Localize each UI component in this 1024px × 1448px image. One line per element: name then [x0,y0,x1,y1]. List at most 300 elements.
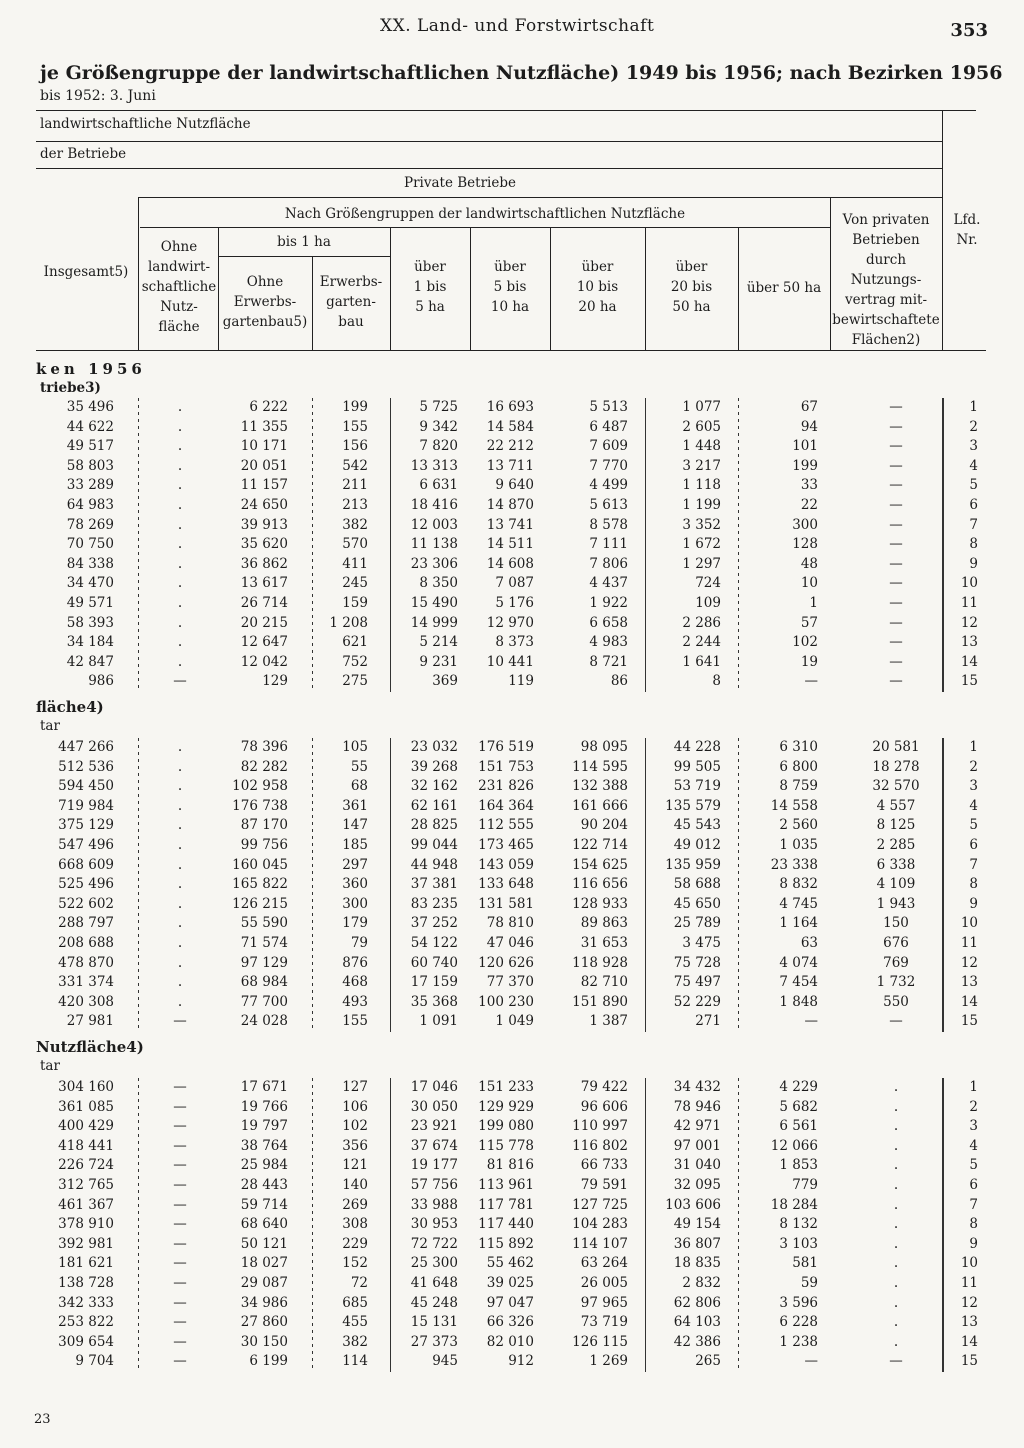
cell-ohne-erwerbsgartenbau: 28 443 [240,1177,288,1193]
cell-ohne-erwerbsgartenbau: 30 150 [240,1333,288,1350]
cell-nutzungsvertrag: — [889,653,903,670]
cell-ueber-20-50-ha: 103 606 [665,1196,721,1213]
cell-lfd-nr: 13 [960,1314,978,1331]
cell-lfd-nr: 14 [960,653,978,670]
cell-nutzungsvertrag: — [889,1013,903,1030]
cell-lfd-nr: 3 [969,1118,978,1135]
cell-erwerbsgartenbau: 68 [350,778,368,795]
cell-ueber-1-5-ha: 17 046 [410,1079,458,1095]
cell-ohne-lnf: — [173,1353,187,1370]
cell-ueber-10-20-ha: 4 499 [589,477,628,494]
cell-ueber-50-ha: 1 853 [779,1157,818,1174]
header-lnf: landwirtschaftliche Nutzfläche [40,116,251,132]
cell-ueber-10-20-ha: 98 095 [580,739,628,755]
cell-lfd-nr: 13 [960,634,978,651]
cell-ohne-lnf: . [177,954,183,971]
cell-ohne-lnf: — [173,1177,187,1193]
cell-ohne-lnf: . [177,876,183,893]
cell-nutzungsvertrag: . [893,1255,899,1272]
cell-ohne-lnf: . [177,895,183,912]
cell-ueber-5-10-ha: 199 080 [478,1118,534,1135]
cell-ueber-5-10-ha: 112 555 [478,817,534,834]
cell-nutzungsvertrag: — [889,1353,903,1370]
cell-insgesamt: 392 981 [58,1235,114,1252]
cell-insgesamt: 378 910 [58,1216,114,1233]
table-row [0,1274,1024,1294]
table-row [0,1176,1024,1196]
cell-ueber-5-10-ha: 120 626 [478,954,534,971]
cell-erwerbsgartenbau: 570 [342,536,368,553]
cell-insgesamt: 668 609 [58,856,114,873]
cell-ueber-50-ha: 779 [792,1177,818,1193]
cell-lfd-nr: 10 [960,1255,978,1272]
cell-nutzungsvertrag: . [893,1294,899,1311]
header-erwerbsgartenbau: Erwerbs- garten- bau [319,274,383,330]
cell-nutzungsvertrag: — [889,575,903,592]
cell-insgesamt: 181 621 [58,1255,114,1272]
table-row [0,738,1024,758]
cell-insgesamt: 34 184 [66,634,114,651]
cell-nutzungsvertrag: 550 [883,993,909,1010]
cell-nutzungsvertrag: 4 109 [876,876,916,893]
section-title: Nutzfläche4) [36,1038,144,1056]
cell-ueber-50-ha: 8 759 [779,778,818,795]
cell-nutzungsvertrag: 150 [883,915,909,932]
cell-insgesamt: 420 308 [58,993,114,1010]
cell-insgesamt: 84 338 [66,555,114,572]
cell-ueber-10-20-ha: 161 666 [572,797,628,814]
table-row [0,1235,1024,1255]
table-row [0,476,1024,496]
cell-nutzungsvertrag: 18 278 [872,758,920,775]
cell-ohne-lnf: — [173,1333,187,1350]
cell-nutzungsvertrag: . [893,1275,899,1291]
cell-ohne-erwerbsgartenbau: 35 620 [240,536,288,553]
cell-ueber-50-ha: 4 229 [779,1079,818,1095]
cell-ohne-lnf: — [173,1294,187,1311]
cell-ueber-1-5-ha: 12 003 [410,516,458,533]
table-row [0,797,1024,817]
cell-nutzungsvertrag: — [889,418,903,435]
header-ohne-erwerbsgartenbau: Ohne Erwerbs- gartenbau5) [222,274,308,330]
cell-ueber-50-ha: 67 [800,399,818,415]
table-row [0,1215,1024,1235]
table-row [0,895,1024,915]
cell-erwerbsgartenbau: 542 [342,457,368,474]
cell-ueber-10-20-ha: 104 283 [572,1216,628,1233]
cell-ohne-lnf: — [173,1216,187,1233]
cell-ueber-1-5-ha: 11 138 [410,536,458,553]
cell-ohne-erwerbsgartenbau: 97 129 [240,954,288,971]
cell-ueber-50-ha: 6 561 [779,1118,818,1135]
cell-ueber-1-5-ha: 60 740 [410,954,458,971]
cell-ueber-50-ha: 2 560 [779,817,818,834]
cell-nutzungsvertrag: — [889,497,903,513]
cell-erwerbsgartenbau: 199 [342,399,368,415]
cell-erwerbsgartenbau: 269 [342,1196,368,1213]
cell-lfd-nr: 10 [960,575,978,592]
table-row [0,457,1024,477]
cell-ueber-1-5-ha: 54 122 [410,935,458,951]
cell-ohne-erwerbsgartenbau: 18 027 [240,1255,288,1272]
cell-lfd-nr: 8 [969,876,978,893]
cell-erwerbsgartenbau: 121 [342,1157,368,1174]
cell-ueber-50-ha: 23 338 [770,856,818,873]
cell-erwerbsgartenbau: 361 [342,797,368,814]
page-footer-number: 23 [34,1412,51,1427]
cell-ohne-lnf: . [177,758,183,775]
cell-lfd-nr: 3 [969,438,978,455]
cell-ohne-erwerbsgartenbau: 68 984 [240,974,288,991]
cell-erwerbsgartenbau: 152 [342,1255,368,1272]
cell-ueber-1-5-ha: 28 825 [410,817,458,834]
cell-ueber-50-ha: 6 800 [779,758,818,775]
cell-ueber-50-ha: 14 558 [770,797,818,814]
cell-ohne-erwerbsgartenbau: 11 355 [240,418,288,435]
cell-insgesamt: 375 129 [58,817,114,834]
cell-ueber-20-50-ha: 99 505 [673,758,721,775]
cell-ueber-5-10-ha: 66 326 [486,1314,534,1331]
table-row [0,535,1024,555]
cell-lfd-nr: 2 [969,418,978,435]
cell-nutzungsvertrag: — [889,634,903,651]
table-row [0,1313,1024,1333]
table-row [0,1098,1024,1118]
cell-ueber-50-ha: 4 074 [779,954,818,971]
cell-ohne-lnf: — [173,1196,187,1213]
cell-ueber-20-50-ha: 34 432 [673,1079,721,1095]
cell-ueber-50-ha: 59 [800,1275,818,1291]
cell-ohne-erwerbsgartenbau: 39 913 [240,516,288,533]
cell-lfd-nr: 15 [960,1013,978,1030]
cell-lfd-nr: 12 [960,1294,978,1311]
cell-ueber-20-50-ha: 1 672 [682,536,721,553]
cell-ueber-50-ha: 101 [792,438,818,455]
cell-ueber-1-5-ha: 19 177 [410,1157,458,1174]
cell-ueber-10-20-ha: 110 997 [572,1118,628,1135]
cell-ueber-10-20-ha: 1 269 [589,1353,628,1370]
table-row [0,496,1024,516]
header-von-privaten: Von privaten Betrieben durch Nutzungs- vertrag mit- bewirtschaftete Flächen2) [832,212,940,348]
cell-ueber-10-20-ha: 114 107 [572,1235,628,1252]
cell-ueber-1-5-ha: 37 674 [410,1137,458,1154]
cell-lfd-nr: 2 [969,1098,978,1115]
cell-erwerbsgartenbau: 211 [342,477,368,494]
table-row [0,973,1024,993]
cell-insgesamt: 547 496 [58,837,114,853]
cell-ohne-erwerbsgartenbau: 99 756 [240,837,288,853]
cell-insgesamt: 418 441 [58,1137,114,1154]
cell-ueber-20-50-ha: 18 835 [673,1255,721,1272]
cell-ueber-10-20-ha: 26 005 [580,1275,628,1291]
cell-ohne-erwerbsgartenbau: 176 738 [232,797,288,814]
cell-insgesamt: 312 765 [58,1177,114,1193]
cell-erwerbsgartenbau: 493 [342,993,368,1010]
cell-lfd-nr: 12 [960,954,978,971]
cell-ohne-erwerbsgartenbau: 19 766 [240,1098,288,1115]
cell-ueber-5-10-ha: 151 753 [478,758,534,775]
cell-ueber-50-ha: 18 284 [770,1196,818,1213]
cell-ueber-1-5-ha: 39 268 [410,758,458,775]
cell-insgesamt: 288 797 [58,915,114,932]
cell-ueber-10-20-ha: 90 204 [580,817,628,834]
cell-ueber-5-10-ha: 13 741 [486,516,534,533]
cell-ohne-lnf: — [173,1255,187,1272]
cell-ueber-20-50-ha: 52 229 [673,993,721,1010]
cell-ohne-erwerbsgartenbau: 160 045 [232,856,288,873]
cell-ueber-10-20-ha: 126 115 [572,1333,628,1350]
section-title: ken 1956 [36,360,146,378]
cell-ueber-5-10-ha: 10 441 [486,653,534,670]
cell-lfd-nr: 11 [960,1275,978,1291]
cell-ueber-20-50-ha: 45 650 [673,895,721,912]
cell-ohne-lnf: . [177,614,183,631]
cell-ueber-10-20-ha: 97 965 [580,1294,628,1311]
cell-insgesamt: 44 622 [66,418,114,435]
cell-ueber-50-ha: 6 228 [779,1314,818,1331]
cell-ohne-erwerbsgartenbau: 10 171 [240,438,288,455]
cell-ohne-erwerbsgartenbau: 129 [262,673,288,690]
cell-ueber-10-20-ha: 4 437 [589,575,628,592]
cell-ohne-erwerbsgartenbau: 17 671 [240,1079,288,1095]
cell-ohne-lnf: . [177,418,183,435]
table-header [0,0,1024,352]
cell-ueber-5-10-ha: 39 025 [486,1275,534,1291]
cell-ueber-50-ha: 6 310 [779,739,818,755]
cell-lfd-nr: 7 [969,516,978,533]
cell-ohne-erwerbsgartenbau: 11 157 [240,477,288,494]
cell-ueber-20-50-ha: 42 386 [673,1333,721,1350]
cell-ueber-20-50-ha: 3 475 [682,935,721,951]
cell-nutzungsvertrag: . [893,1333,899,1350]
cell-ohne-lnf: . [177,536,183,553]
cell-nutzungsvertrag: — [889,516,903,533]
cell-ueber-20-50-ha: 271 [695,1013,721,1030]
cell-ohne-erwerbsgartenbau: 36 862 [240,555,288,572]
cell-ueber-5-10-ha: 14 511 [486,536,534,553]
cell-ueber-20-50-ha: 32 095 [673,1177,721,1193]
cell-erwerbsgartenbau: 275 [342,673,368,690]
cell-erwerbsgartenbau: 752 [342,653,368,670]
cell-ueber-20-50-ha: 45 543 [673,817,721,834]
cell-insgesamt: 594 450 [58,778,114,795]
table-row [0,777,1024,797]
cell-ueber-10-20-ha: 151 890 [572,993,628,1010]
table-row [0,594,1024,614]
cell-ueber-1-5-ha: 23 306 [410,555,458,572]
cell-ohne-erwerbsgartenbau: 12 042 [240,653,288,670]
page-title: je Größengruppe der landwirtschaftlichen Nutzfläche) 1949 bis 1956; nach Bezirken 1956 [40,62,1003,84]
cell-ueber-5-10-ha: 13 711 [486,457,534,474]
cell-ueber-5-10-ha: 115 892 [478,1235,534,1252]
cell-ueber-20-50-ha: 31 040 [673,1157,721,1174]
cell-ueber-5-10-ha: 117 781 [478,1196,534,1213]
cell-nutzungsvertrag: 676 [883,935,909,951]
cell-insgesamt: 70 750 [66,536,114,553]
cell-erwerbsgartenbau: 79 [350,935,368,951]
cell-lfd-nr: 8 [969,1216,978,1233]
cell-erwerbsgartenbau: 105 [342,739,368,755]
cell-insgesamt: 64 983 [66,497,114,513]
cell-insgesamt: 42 847 [66,653,114,670]
cell-insgesamt: 27 981 [66,1013,114,1030]
cell-ohne-erwerbsgartenbau: 71 574 [240,935,288,951]
cell-ohne-lnf: — [173,1137,187,1154]
cell-ueber-20-50-ha: 1 077 [682,399,721,415]
cell-ueber-20-50-ha: 78 946 [673,1098,721,1115]
cell-ueber-20-50-ha: 75 728 [673,954,721,971]
cell-ueber-10-20-ha: 63 264 [580,1255,628,1272]
cell-ueber-1-5-ha: 72 722 [410,1235,458,1252]
cell-ueber-10-20-ha: 66 733 [580,1157,628,1174]
cell-ueber-50-ha: 1 238 [779,1333,818,1350]
cell-ueber-50-ha: — [804,673,818,690]
cell-erwerbsgartenbau: 114 [342,1353,368,1370]
cell-ueber-50-ha: 12 066 [770,1137,818,1154]
table-row [0,1254,1024,1274]
cell-ohne-erwerbsgartenbau: 165 822 [232,876,288,893]
cell-ueber-5-10-ha: 82 010 [486,1333,534,1350]
table-row [0,1196,1024,1216]
cell-ohne-lnf: . [177,477,183,494]
cell-erwerbsgartenbau: 308 [342,1216,368,1233]
cell-erwerbsgartenbau: 156 [342,438,368,455]
cell-nutzungsvertrag: 2 285 [876,837,916,853]
cell-erwerbsgartenbau: 411 [342,555,368,572]
cell-ueber-5-10-ha: 1 049 [495,1013,534,1030]
cell-ueber-10-20-ha: 1 922 [589,595,628,611]
section-subtitle: tar [40,1058,60,1074]
table-row [0,418,1024,438]
cell-insgesamt: 58 803 [66,457,114,474]
cell-erwerbsgartenbau: 179 [342,915,368,932]
cell-insgesamt: 253 822 [58,1314,114,1331]
cell-insgesamt: 35 496 [66,399,114,415]
cell-ohne-erwerbsgartenbau: 87 170 [240,817,288,834]
cell-ohne-lnf: . [177,555,183,572]
cell-erwerbsgartenbau: 72 [350,1275,368,1291]
cell-ohne-erwerbsgartenbau: 27 860 [240,1314,288,1331]
cell-ueber-50-ha: 22 [800,497,818,513]
cell-ueber-10-20-ha: 5 613 [589,497,628,513]
cell-erwerbsgartenbau: 147 [342,817,368,834]
cell-ueber-50-ha: 8 132 [779,1216,818,1233]
cell-nutzungsvertrag: . [893,1314,899,1331]
cell-ueber-50-ha: 3 103 [779,1235,818,1252]
cell-ueber-5-10-ha: 176 519 [478,739,534,755]
cell-ueber-20-50-ha: 75 497 [673,974,721,991]
cell-insgesamt: 478 870 [58,954,114,971]
cell-ueber-5-10-ha: 81 816 [486,1157,534,1174]
header-betriebe: der Betriebe [40,146,127,162]
cell-ueber-1-5-ha: 37 381 [410,876,458,893]
cell-ueber-10-20-ha: 116 656 [572,876,628,893]
cell-nutzungsvertrag: 1 732 [876,974,916,991]
cell-ueber-5-10-ha: 97 047 [486,1294,534,1311]
page-subtitle: bis 1952: 3. Juni [40,88,156,104]
cell-insgesamt: 138 728 [58,1275,114,1291]
cell-ueber-20-50-ha: 724 [695,575,721,592]
table-row [0,816,1024,836]
cell-ueber-5-10-ha: 231 826 [478,778,534,795]
cell-lfd-nr: 1 [969,1079,978,1095]
cell-ohne-lnf: . [177,915,183,932]
table-row [0,672,1024,692]
header-private: Private Betriebe [404,175,516,191]
cell-ueber-20-50-ha: 1 448 [682,438,721,455]
cell-ueber-1-5-ha: 13 313 [410,457,458,474]
table-row [0,934,1024,954]
cell-ueber-50-ha: 10 [800,575,818,592]
cell-ueber-10-20-ha: 6 487 [589,418,628,435]
cell-ueber-20-50-ha: 53 719 [673,778,721,795]
cell-ohne-lnf: . [177,739,183,755]
header-ueber-1-5: über 1 bis 5 ha [413,259,447,315]
cell-lfd-nr: 15 [960,673,978,690]
cell-insgesamt: 331 374 [58,974,114,991]
cell-nutzungsvertrag: . [893,1235,899,1252]
cell-ueber-50-ha: — [804,1353,818,1370]
table-row [0,836,1024,856]
cell-erwerbsgartenbau: 455 [342,1314,368,1331]
table-row [0,516,1024,536]
cell-lfd-nr: 12 [960,614,978,631]
cell-erwerbsgartenbau: 127 [342,1079,368,1095]
cell-ueber-1-5-ha: 7 820 [419,438,458,455]
cell-ueber-1-5-ha: 23 921 [410,1118,458,1135]
cell-insgesamt: 461 367 [58,1196,114,1213]
cell-nutzungsvertrag: — [889,477,903,494]
cell-insgesamt: 447 266 [58,739,114,755]
cell-ueber-1-5-ha: 17 159 [410,974,458,991]
table-row [0,1294,1024,1314]
cell-ueber-50-ha: 1 035 [779,837,818,853]
cell-ueber-20-50-ha: 135 579 [665,797,721,814]
cell-ohne-erwerbsgartenbau: 82 282 [240,758,288,775]
cell-ueber-1-5-ha: 45 248 [410,1294,458,1311]
header-ueber-50: über 50 ha [746,280,822,296]
cell-ueber-20-50-ha: 42 971 [673,1118,721,1135]
cell-erwerbsgartenbau: 155 [342,418,368,435]
cell-lfd-nr: 10 [960,915,978,932]
cell-ohne-erwerbsgartenbau: 6 199 [249,1353,288,1370]
table-row [0,914,1024,934]
cell-ohne-lnf: . [177,634,183,651]
cell-lfd-nr: 15 [960,1353,978,1370]
cell-nutzungsvertrag: 20 581 [872,739,920,755]
cell-ohne-erwerbsgartenbau: 20 215 [240,614,288,631]
cell-ueber-20-50-ha: 49 012 [673,837,721,853]
cell-ueber-5-10-ha: 912 [508,1353,534,1370]
cell-ueber-10-20-ha: 31 653 [580,935,628,951]
cell-ueber-10-20-ha: 7 111 [589,536,628,553]
cell-nutzungsvertrag: . [893,1079,899,1095]
cell-lfd-nr: 1 [969,399,978,415]
cell-ueber-20-50-ha: 1 118 [682,477,721,494]
cell-ueber-10-20-ha: 4 983 [589,634,628,651]
cell-insgesamt: 33 289 [66,477,114,494]
table-row [0,1352,1024,1372]
cell-erwerbsgartenbau: 155 [342,1013,368,1030]
cell-ueber-1-5-ha: 6 631 [419,477,458,494]
cell-ueber-20-50-ha: 135 959 [665,856,721,873]
cell-lfd-nr: 9 [969,895,978,912]
cell-nutzungsvertrag: . [893,1196,899,1213]
cell-ueber-5-10-ha: 55 462 [486,1255,534,1272]
cell-ueber-1-5-ha: 27 373 [410,1333,458,1350]
cell-ohne-lnf: . [177,837,183,853]
cell-ueber-10-20-ha: 73 719 [580,1314,628,1331]
